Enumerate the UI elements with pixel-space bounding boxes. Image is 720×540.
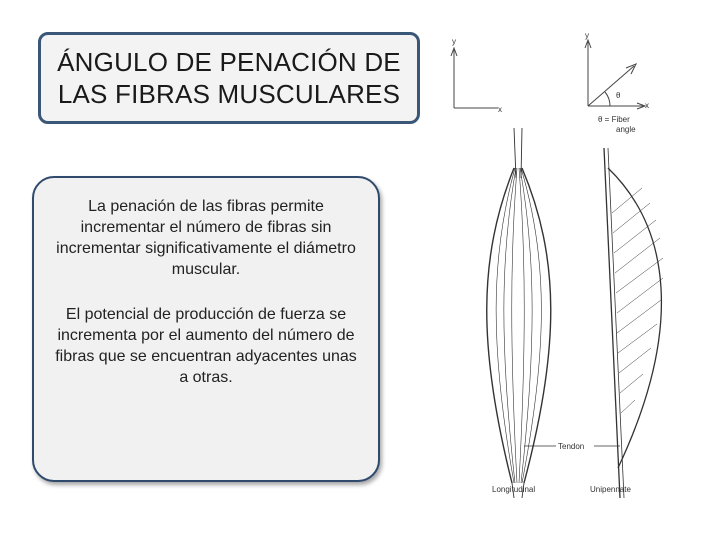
right-axis-x-label: x <box>645 101 649 110</box>
tendon-label: Tendon <box>558 442 585 451</box>
fiber-angle-label-2: angle <box>616 125 636 134</box>
title-line-1: ÁNGULO DE PENACIÓN DE <box>57 47 401 77</box>
title-box <box>38 32 420 124</box>
unipennate-muscle <box>604 148 663 498</box>
title-line-2: LAS FIBRAS MUSCULARES <box>57 79 401 109</box>
muscle-diagram-svg <box>438 28 688 508</box>
longitudinal-muscle <box>487 128 551 498</box>
right-axis-y-label: y <box>585 31 589 40</box>
left-axes <box>451 48 498 108</box>
unipennate-label: Unipennate <box>590 485 631 494</box>
muscle-fiber-figure <box>438 28 688 508</box>
right-axes <box>585 40 645 109</box>
paragraph-1: La penación de las fibras permite incrementar el número de fibras sin incrementar significativamente el diámetro muscular. <box>56 198 356 278</box>
longitudinal-label: Longitudinal <box>492 485 536 494</box>
paragraph-2: El potencial de producción de fuerza se incrementa por el aumento del número de fibras que se encuentran adyacentes unas a otras. <box>55 306 357 386</box>
text-box <box>32 176 380 482</box>
theta-label: θ <box>616 91 621 100</box>
fiber-angle-label-1: θ = Fiber <box>598 115 630 124</box>
left-axis-y-label: y <box>452 37 456 46</box>
left-axis-x-label: x <box>498 105 502 114</box>
